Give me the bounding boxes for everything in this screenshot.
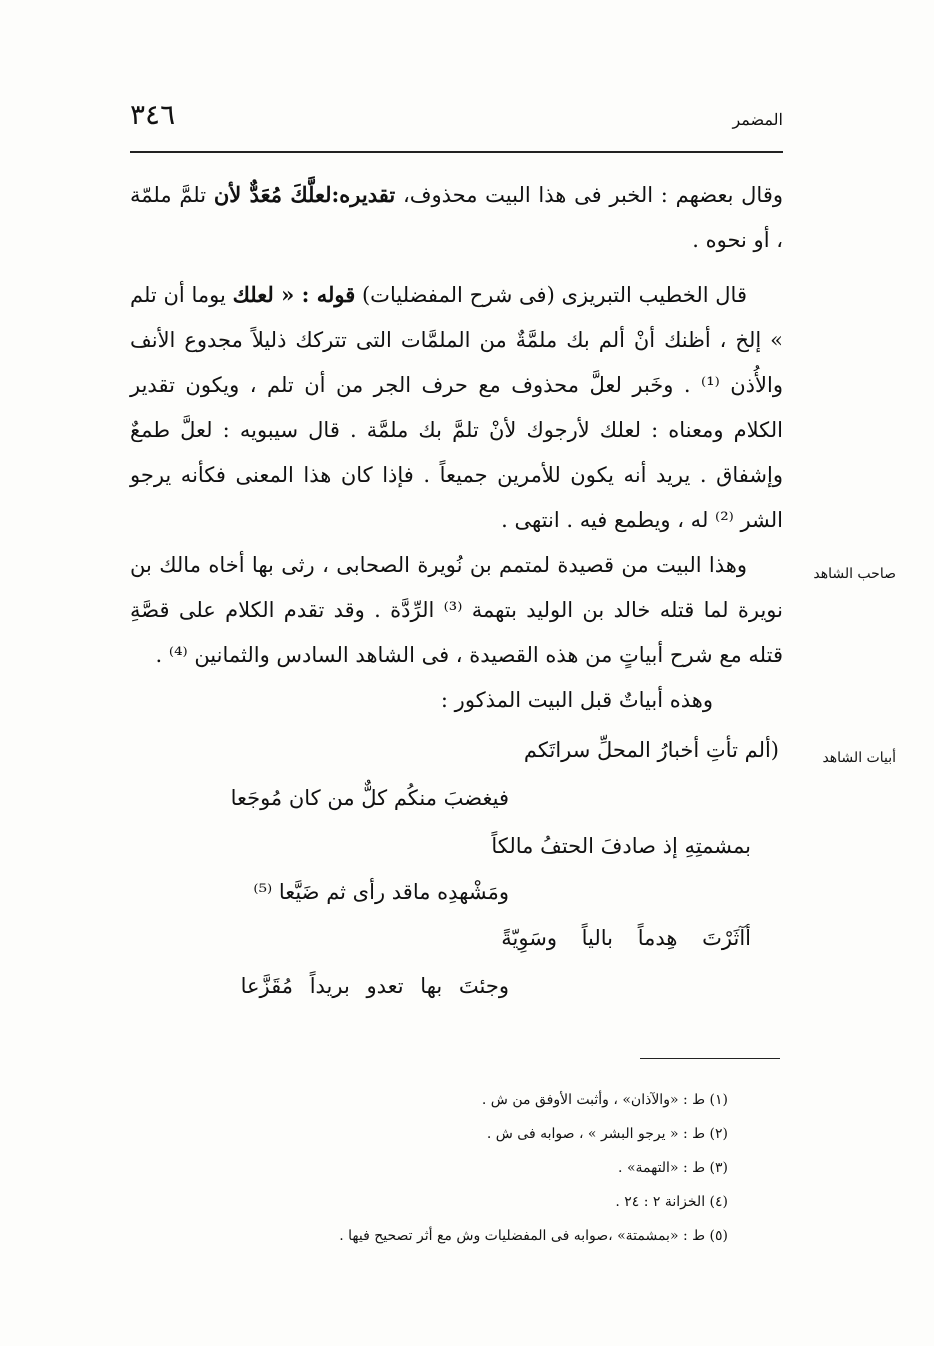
header-rule [130, 151, 783, 153]
para2-bold-1: قوله : « لعلك [232, 282, 356, 307]
verse-line-4: ومَشْهدِه ماقد رأى ثم ضَيَّعا ⁽⁵⁾ [253, 880, 509, 904]
main-text [130, 172, 783, 723]
para2-text-1: قال الخطيب التبريزى (فى شرح المفضليات) [355, 283, 747, 307]
footnote-4: (٤) الخزانة ٢ : ٢٤ . [615, 1194, 728, 1210]
margin-note-author: صاحب الشاهد [813, 566, 896, 582]
page-number: ٣٤٦ [130, 98, 176, 131]
running-head: المضمر [732, 110, 783, 129]
margin-note-verses: أبيات الشاهد [822, 750, 896, 766]
verse-line-2: فيغضبَ منكُم كلٌّ من كان مُوجَعا [230, 786, 509, 810]
verse-line-1: (ألم تأتِ أخبارُ المحلِّ سراتَكم [523, 738, 779, 762]
paragraph-1 [130, 172, 783, 263]
paragraph-4: وهذه أبياتٌ قبل البيت المذكور : [440, 688, 713, 712]
footnote-5: (٥) ط : «بمشمتة» ،صوابه فى المفضليات وش مع أثر تصحيح فيها . [339, 1228, 728, 1244]
para2-text-2: يوما أن تلم » إلخ ، أظنك أنْ ألم بك ملمَّةٌ من الملمَّات التى تتركك ذليلاً مجدوع الأنف والأُذن ⁽¹⁾ . وخَبر لعلَّ محذوف مع حرف الجر من أن تلم ، ويكون تقدير الكلام ومعناه : لعلك لأرجوك لأنْ تلمَّ بك ملمَّة . قال سيبويه : لعلَّ طمعٌ وإشفاق . يريد أنه يكون للأمرين جميعاً . فإذا كان هذا المعنى فكأنه يرجو الشر ⁽²⁾ له ، ويطمع فيه . انتهى . [130, 283, 783, 532]
footnote-2: (٢) ط : « يرجو البشر » ، صوابه فى ش . [486, 1126, 728, 1142]
footnote-rule [640, 1058, 780, 1059]
footnote-1: (١) ط : «والآذان» ، وأثبت الأوفق من ش . [481, 1092, 728, 1108]
paragraph-3: وهذا البيت من قصيدة لمتمم بن نُويرة الصحابى ، رثى بها أخاه مالك بن نويرة لما قتله خالد بن الوليد بتهمة ⁽³⁾ الرِّدَّة . وقد تقدم الكلام على قصَّةِ قتله مع شرح أبياتٍ من هذه القصيدة ، فى الشاهد السادس والثمانين ⁽⁴⁾ . [130, 553, 783, 667]
footnote-3: (٣) ط : «التهمة» . [618, 1160, 728, 1176]
para1-bold-1: تقديره:لعلَّكَ مُعَدٌّ لأن [213, 182, 396, 207]
verse-line-6: وجئتَ بها تعدو بريداً مُقَزَّعا [240, 974, 509, 998]
verse-line-3: بمشمتِهِ إذ صادفَ الحتفُ مالكاً [491, 834, 751, 858]
footnotes [339, 1092, 728, 1262]
para1-text-1: وقال بعضهم : الخبر فى هذا البيت محذوف، [395, 183, 783, 207]
paragraph-2 [130, 272, 783, 543]
page-header [130, 98, 783, 138]
verse-line-5: أآثَرْتَ هِدماً بالياً وسَوِيّةً [501, 926, 751, 950]
para1-text-2: تلمَّ ملمّة ، أو نحوه . [130, 183, 783, 252]
